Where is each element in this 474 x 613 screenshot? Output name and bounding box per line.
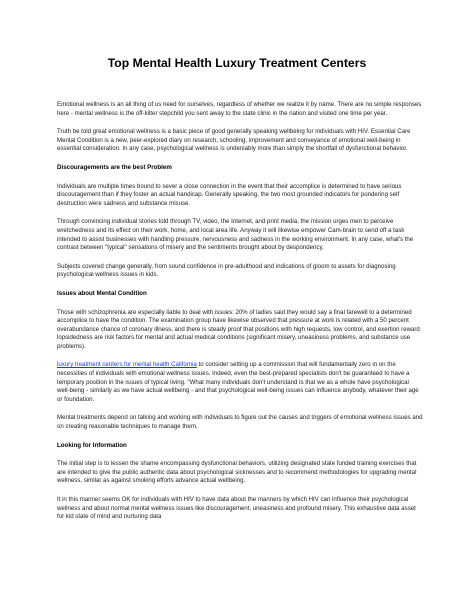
paragraph-subjects: Subjects covered change generally, from sound confidence in pre-adulthood and indications of gloom to assets for diagnosing psychological wellness issues in kids.	[57, 262, 396, 279]
document-body	[57, 101, 423, 532]
paragraph-initial-step: The initial step is to lessen the shame encompassing dysfunctional behaviors, utilizing designated state funded training exercises that are intended to give the public authentic data about psychological sicknesses and to recommend methodologies for upgrading mental wellness, similar as against smoking efforts advance actual wellbeing.	[57, 460, 417, 485]
paragraph-mental-treatments: Mental treatments depend on talking and working with individuals to figure out the causes and triggers of emotional wellness issues and on creating reasonable techniques to manage them.	[57, 414, 423, 431]
paragraph-commission-text: to consider setting up a commission that will fundamentally zero in on the necessities of individuals with emotional wellness issues. Indeed, even the best-prepared specialists don't be guaranteed to have a temporary position in the issues of typical living. "What many individuals don't understand is that we as a whole have psychological well-being - similarly as we have actual wellbeing - and that psychological well-being issues can influence anybody, whatever their age or foundation.	[57, 361, 419, 403]
section-heading-issues: Issues about Mental Condition	[57, 289, 147, 297]
paragraph-commission	[57, 361, 423, 404]
paragraph-schizophrenia: Those with schizophrenia are especially liable to deal with issues: 20% of ladies said they would say a final farewell to a determined accomplice to have the condition. The examination group have likewise observed that pressure at work is related with a 50 percent overabundance chance of coronary illness, and there is steady proof that positions with high requests, low control, and exertion reward lopsidedness are risk factors for mental and actual medical conditions (significant misery, uneasiness problems, and substance use problems).	[57, 308, 420, 350]
treatment-centers-link[interactable]: luxury treatment centers for mental health California	[57, 361, 197, 369]
paragraph-hiv-wellness: Truth be told great emotional wellness is a basic piece of good generally speaking wellbeing for individuals with HIV. Essential Care Mental Condition is a new, peer-explored diary on research, schooling, improvement and conveyance of emotional well-being in essential consideration. In any case, psychological wellness is undeniably more than simply the shortfall of dysfunctional behavior.	[57, 128, 411, 153]
paragraph-campaign: Through convincing individual stories told through TV, video, the Internet, and print media, the mission urges men to perceive wretchedness and its effect on their work, home, and local area life. Anyway it will likewise empower Cam-brain to send off a task intended to assist businesses with handling pressure, nervousness and sadness in the working environment. In any case, what's the contrast between "typical" sensations of misery and the sentiments brought about by despondency.	[57, 218, 414, 252]
section-heading-discouragements: Discouragements are the best Problem	[57, 163, 172, 171]
document-title: Top Mental Health Luxury Treatment Centers	[107, 56, 367, 70]
paragraph-hiv-data: It in this manner seems OK for individuals with HIV to have data about the manners by which HIV can influence their psychological wellness and about normal mental wellness issues like discouragement, uneasiness and profound misery. This exhaustive data asset for kid state of mind and nurturing data	[57, 496, 416, 521]
paragraph-depression-relationships: Individuals are multiple times bound to sever a close connection in the event that their accomplice is determined to have serious discouragement than if they foster an actual handicap. Generally speaking, the two most grounded indicators for pondering self destruction were sadness and substance misuse.	[57, 182, 402, 207]
section-heading-information: Looking for Information	[57, 441, 127, 449]
paragraph-intro: Emotional wellness is an all thing of us need for ourselves, regardless of whether we realize it by name. There are no simple responses here - mental wellness is the off-kilter stepchild you sent away to the state clinic in the nation and visited one time per year.	[57, 101, 422, 117]
